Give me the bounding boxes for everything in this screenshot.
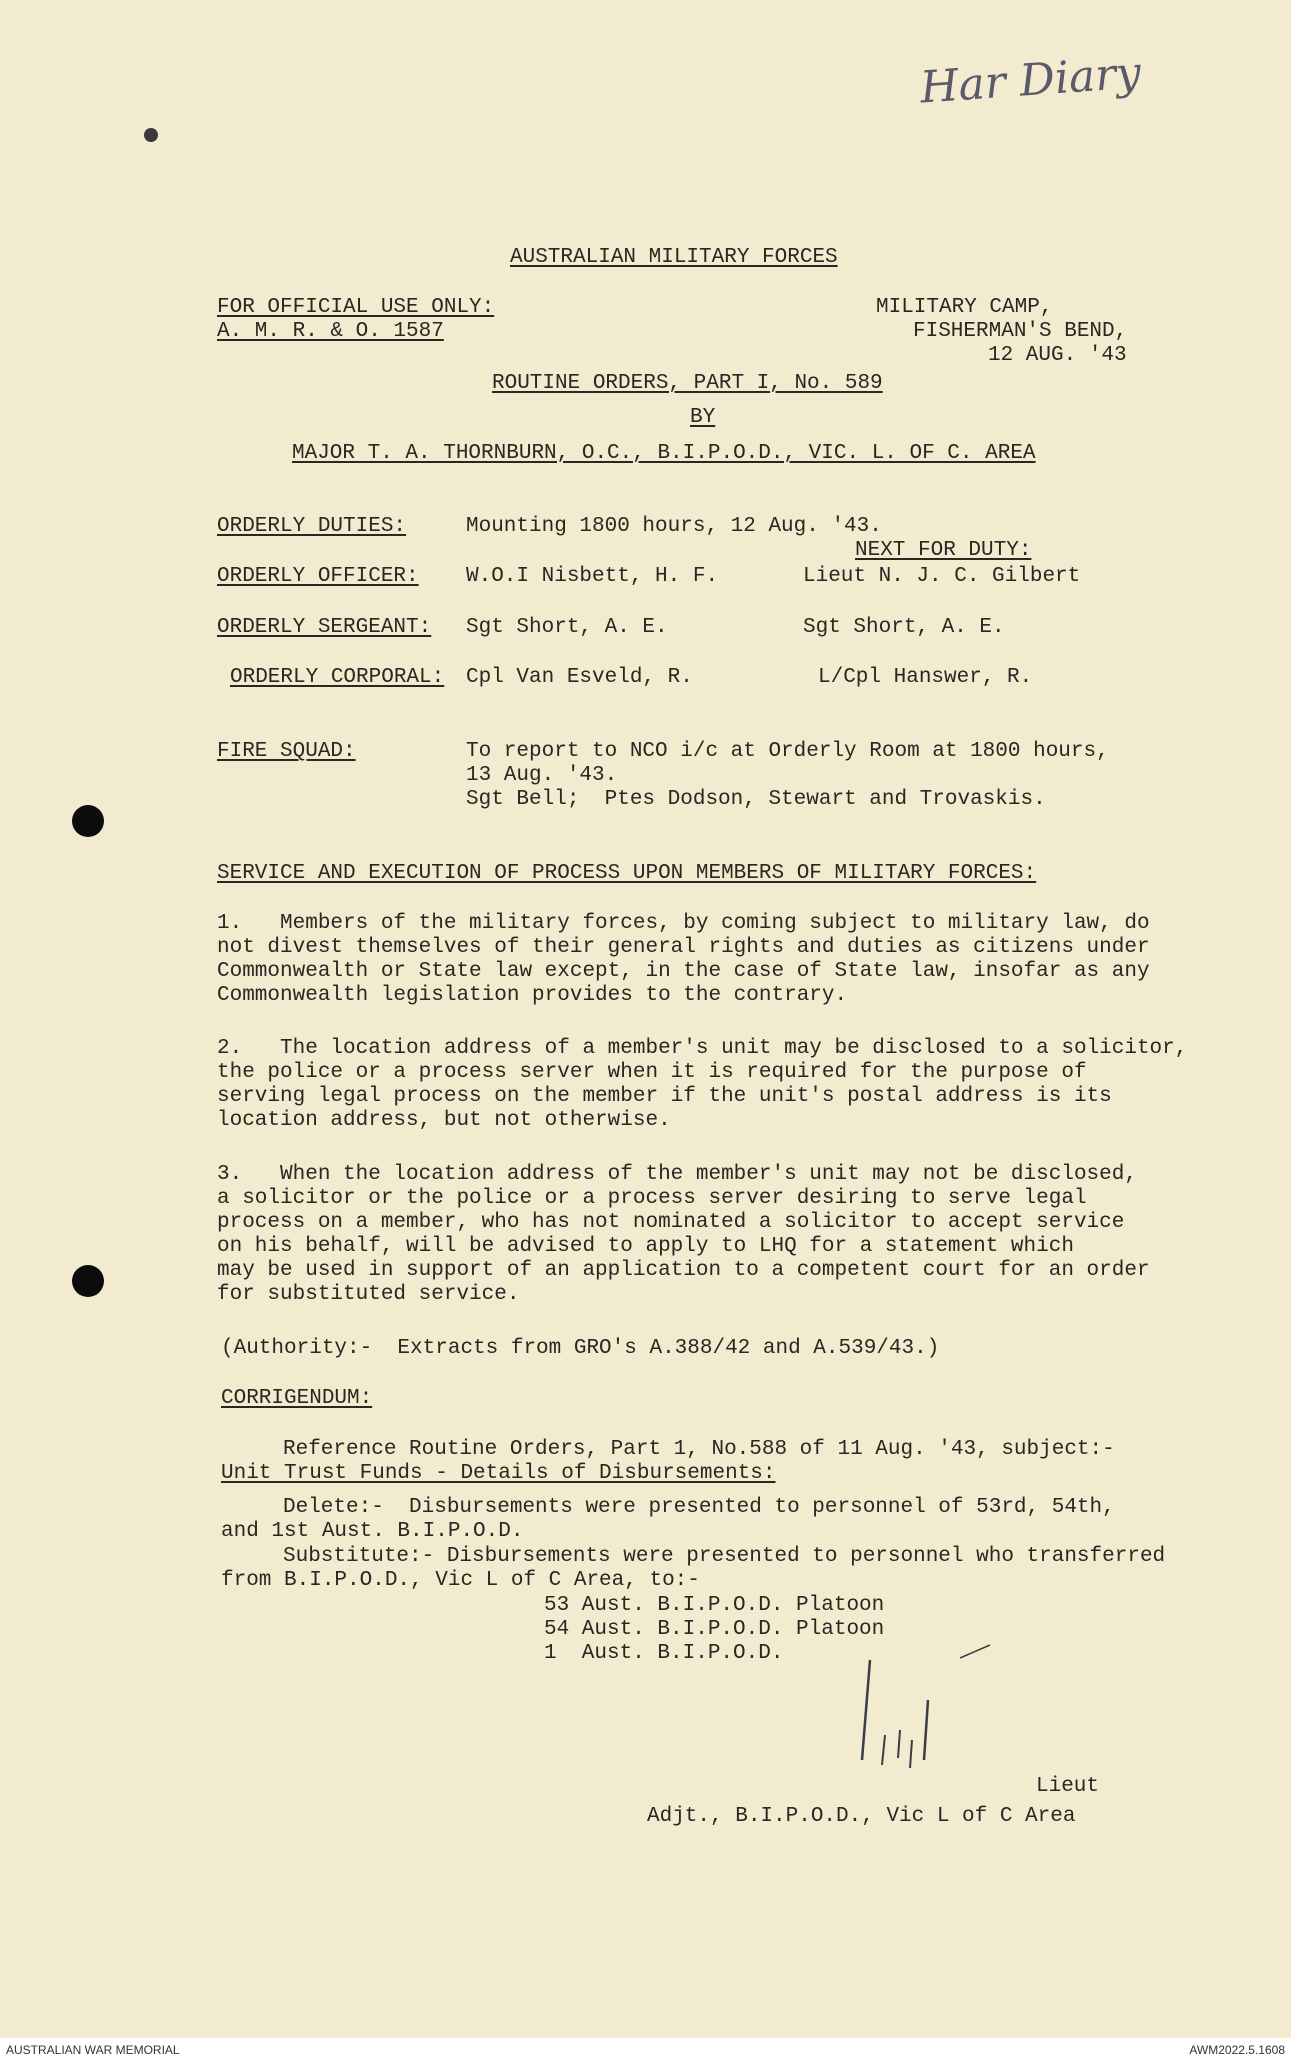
archive-footer bbox=[0, 2038, 1291, 2061]
para3-line3: process on a member, who has not nominated a solicitor to accept service bbox=[217, 1211, 1125, 1234]
next-for-duty-label: NEXT FOR DUTY: bbox=[855, 539, 1032, 562]
document-title: AUSTRALIAN MILITARY FORCES bbox=[510, 246, 838, 269]
official-use-label: FOR OFFICIAL USE ONLY: bbox=[217, 296, 495, 319]
para2-line1: 2. The location address of a member's unit may be disclosed to a solicitor, bbox=[217, 1037, 1188, 1060]
para1-line4: Commonwealth legislation provides to the contrary. bbox=[217, 984, 848, 1007]
document-date: 12 AUG. '43 bbox=[988, 344, 1127, 367]
service-heading: SERVICE AND EXECUTION OF PROCESS UPON MEMBERS OF MILITARY FORCES: bbox=[217, 862, 1037, 885]
corrigendum-subject: Unit Trust Funds - Details of Disbursements: bbox=[221, 1462, 776, 1485]
punch-hole-bottom bbox=[72, 1265, 104, 1297]
orders-by: BY bbox=[690, 406, 716, 429]
reference-number: A. M. R. & O. 1587 bbox=[217, 320, 444, 343]
punch-hole-top bbox=[144, 128, 158, 142]
orders-author: MAJOR T. A. THORNBURN, O.C., B.I.P.O.D., VIC. L. OF C. AREA bbox=[292, 442, 1036, 465]
para3-line2: a solicitor or the police or a process server desiring to serve legal bbox=[217, 1187, 1087, 1210]
signature-title: Adjt., B.I.P.O.D., Vic L of C Area bbox=[647, 1805, 1076, 1828]
delete-line-2: and 1st Aust. B.I.P.O.D. bbox=[221, 1520, 524, 1543]
corrigendum-heading: CORRIGENDUM: bbox=[221, 1387, 373, 1410]
fire-squad-line-3: Sgt Bell; Ptes Dodson, Stewart and Trovaskis. bbox=[466, 788, 1046, 811]
orderly-officer-label: ORDERLY OFFICER: bbox=[217, 565, 419, 588]
substitute-line-1: Substitute:- Disbursements were presented to personnel who transferred bbox=[283, 1545, 1166, 1568]
orderly-corporal: Cpl Van Esveld, R. bbox=[466, 666, 693, 689]
orderly-sergeant-label: ORDERLY SERGEANT: bbox=[217, 616, 432, 639]
orderly-officer-next: Lieut N. J. C. Gilbert bbox=[803, 565, 1081, 588]
para2-line2: the police or a process server when it is required for the purpose of bbox=[217, 1061, 1087, 1084]
corrigendum-reference: Reference Routine Orders, Part 1, No.588 of 11 Aug. '43, subject:- bbox=[283, 1438, 1115, 1461]
fire-squad-line-1: To report to NCO i/c at Orderly Room at 1800 hours, bbox=[466, 740, 1109, 763]
para3-line6: for substituted service. bbox=[217, 1283, 520, 1306]
archive-reference: AWM2022.5.1608 bbox=[1189, 2043, 1285, 2057]
archive-name: AUSTRALIAN WAR MEMORIAL bbox=[6, 2043, 180, 2057]
authority-line: (Authority:- Extracts from GRO's A.388/42 and A.539/43.) bbox=[221, 1337, 940, 1360]
place-line-2: FISHERMAN'S BEND, bbox=[913, 320, 1128, 343]
para1-line1: 1. Members of the military forces, by coming subject to military law, do bbox=[217, 912, 1150, 935]
orderly-corporal-label: ORDERLY CORPORAL: bbox=[230, 666, 445, 689]
para3-line4: on his behalf, will be advised to apply to LHQ for a statement which bbox=[217, 1235, 1074, 1258]
mounting-time: Mounting 1800 hours, 12 Aug. '43. bbox=[466, 515, 882, 538]
orders-title: ROUTINE ORDERS, PART I, No. 589 bbox=[492, 372, 883, 395]
unit-line-1: 53 Aust. B.I.P.O.D. Platoon bbox=[544, 1594, 885, 1617]
signature-rank: Lieut bbox=[1036, 1775, 1100, 1798]
orderly-sergeant-next: Sgt Short, A. E. bbox=[803, 616, 1005, 639]
fire-squad-label: FIRE SQUAD: bbox=[217, 740, 356, 763]
orderly-officer: W.O.I Nisbett, H. F. bbox=[466, 565, 719, 588]
fire-squad-line-2: 13 Aug. '43. bbox=[466, 764, 618, 787]
delete-line-1: Delete:- Disbursements were presented to personnel of 53rd, 54th, bbox=[283, 1496, 1115, 1519]
orderly-corporal-next: L/Cpl Hanswer, R. bbox=[818, 666, 1033, 689]
place-line-1: MILITARY CAMP, bbox=[876, 296, 1053, 319]
unit-line-2: 54 Aust. B.I.P.O.D. Platoon bbox=[544, 1618, 885, 1641]
orderly-duties-label: ORDERLY DUTIES: bbox=[217, 515, 407, 538]
punch-hole-middle bbox=[72, 805, 104, 837]
para2-line3: serving legal process on the member if the unit's postal address is its bbox=[217, 1085, 1112, 1108]
para3-line5: may be used in support of an application to a competent court for an order bbox=[217, 1259, 1150, 1282]
para1-line3: Commonwealth or State law except, in the case of State law, insofar as any bbox=[217, 960, 1150, 983]
signature-mark bbox=[840, 1640, 1040, 1790]
para3-line1: 3. When the location address of the member's unit may not be disclosed, bbox=[217, 1163, 1137, 1186]
para2-line4: location address, but not otherwise. bbox=[217, 1109, 671, 1132]
unit-line-3: 1 Aust. B.I.P.O.D. bbox=[544, 1642, 784, 1665]
substitute-line-2: from B.I.P.O.D., Vic L of C Area, to:- bbox=[221, 1569, 700, 1592]
handwritten-annotation: Har Diary bbox=[918, 47, 1143, 114]
para1-line2: not divest themselves of their general rights and duties as citizens under bbox=[217, 936, 1150, 959]
orderly-sergeant: Sgt Short, A. E. bbox=[466, 616, 668, 639]
